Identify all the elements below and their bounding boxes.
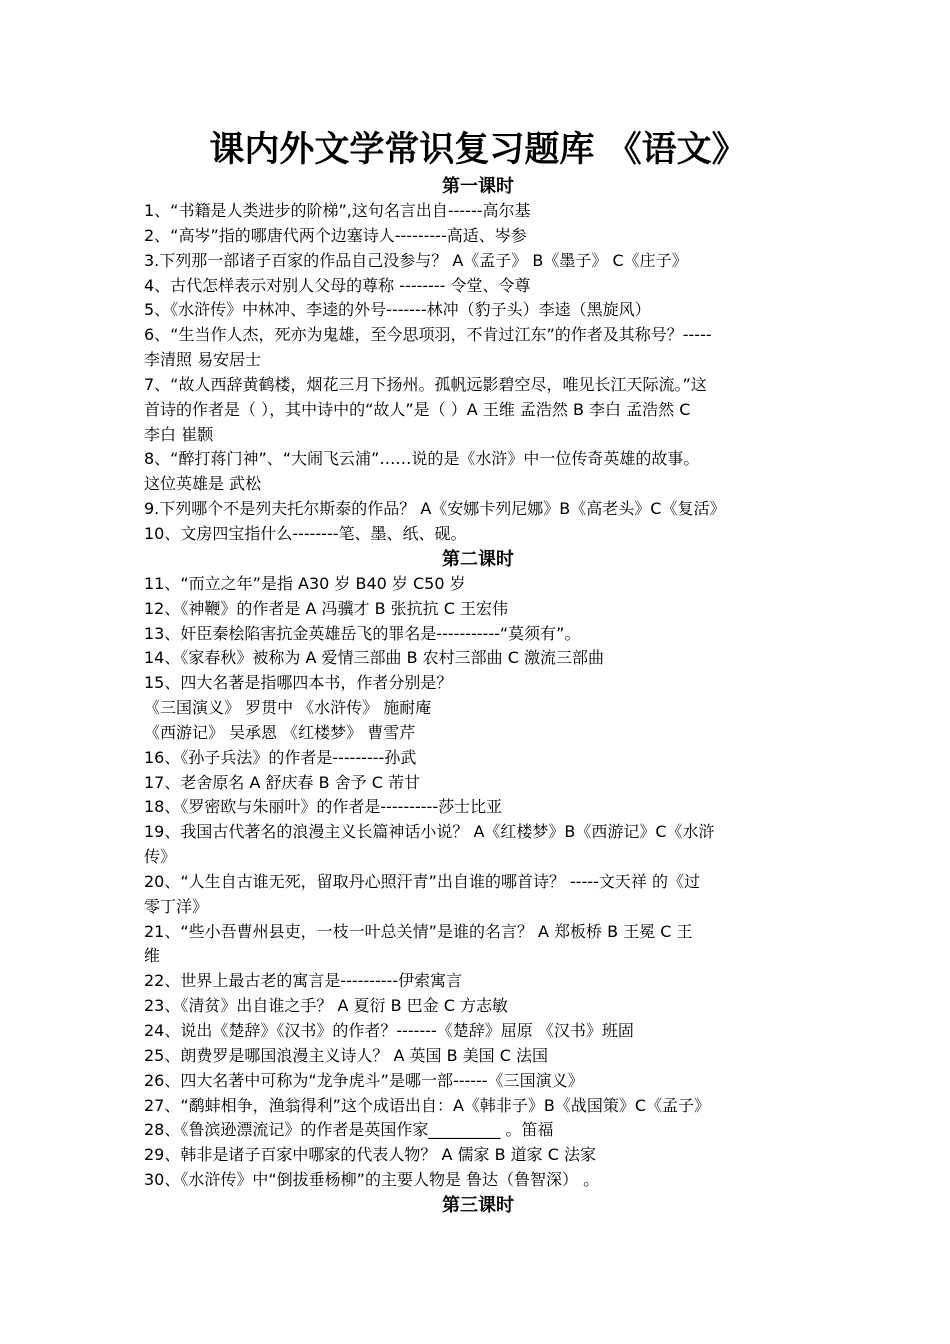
question-line: 李清照 易安居士 [144,350,262,370]
question-line: 10、文房四宝指什么--------笔、墨、纸、砚。 [144,523,467,543]
question-line: 首诗的作者是（ ），其中诗中的“故人”是（ ）A 王维 孟浩然 B 李白 孟浩然 C [144,399,691,419]
question-line: 传》 [144,847,177,867]
question-line: 3.下列那一部诸子百家的作品自己没参与？ A《孟子》 B《墨子》 C《庄子》 [144,250,688,270]
question-line: 7、“故人西辞黄鹤楼，烟花三月下扬州。孤帆远影碧空尽，唯见长江天际流。”这 [144,374,707,394]
section-1 [144,174,812,547]
question-line: 李白 崔颢 [144,424,214,444]
question-line: 20、“人生自古谁无死，留取丹心照汗青”出自谁的哪首诗？ -----文天祥 的《过 [144,871,700,891]
question-line: 零丁洋》 [144,896,209,916]
section-heading: 第三课时 [442,1194,514,1216]
question-line: 23、《清贫》出自谁之手？ A 夏衍 B 巴金 C 方志敏 [144,996,508,1016]
document-title: 课内外文学常识复习题库 《语文》 [209,129,747,170]
question-line: 26、四大名著中可称为“龙争虎斗”是哪一部------《三国演义》 [144,1070,584,1090]
question-line: 14、《家春秋》被称为 A 爱情三部曲 B 农村三部曲 C 激流三部曲 [144,648,604,668]
question-line: 27、“鹬蚌相争，渔翁得利”这个成语出自：A《韩非子》B《战国策》C《孟子》 [144,1095,711,1115]
section-heading: 第二课时 [442,548,514,570]
section-2 [144,547,812,1193]
question-line: 12、《神鞭》的作者是 A 冯骥才 B 张抗抗 C 王宏伟 [144,598,508,618]
question-line: 25、朗费罗是哪国浪漫主义诗人？ A 英国 B 美国 C 法国 [144,1045,548,1065]
question-line: 4、古代怎样表示对别人父母的尊称 -------- 令堂、令尊 [144,275,531,295]
question-line: 17、老舍原名 A 舒庆春 B 舍予 C 芾甘 [144,772,420,792]
question-line: 16、《孙子兵法》的作者是---------孙武 [144,747,417,767]
question-line: 13、奸臣秦桧陷害抗金英雄岳飞的罪名是-----------“莫须有”。 [144,623,581,643]
question-line: 8、“醉打蒋门神”、“大闹飞云浦”……说的是《水浒》中一位传奇英雄的故事。 [144,449,700,469]
question-line: 15、四大名著是指哪四本书，作者分别是？ [144,673,453,693]
question-line: 19、我国古代著名的浪漫主义长篇神话小说？ A《红楼梦》B《西游记》C《水浒 [144,822,715,842]
question-line: 9.下列哪个不是列夫托尔斯泰的作品？ A《安娜卡列尼娜》B《高老头》C《复活》 [144,499,726,519]
question-line: 28、《鲁滨逊漂流记》的作者是英国作家_________ 。笛福 [144,1120,554,1140]
question-line: 24、说出《楚辞》《汉书》的作者？-------《楚辞》屈原 《汉书》班固 [144,1021,634,1040]
question-line: 《西游记》 吴承恩 《红楼梦》 曹雪芹 [144,722,416,742]
document-page [144,126,812,1218]
question-line: 这位英雄是 武松 [144,474,262,494]
question-line: 29、韩非是诸子百家中哪家的代表人物？ A 儒家 B 道家 C 法家 [144,1145,596,1165]
question-line: 2、“高岑”指的哪唐代两个边塞诗人---------高适、岑参 [144,225,527,245]
question-line: 维 [144,946,161,966]
question-line: 6、“生当作人杰，死亦为鬼雄，至今思项羽，不肯过江东”的作者及其称号？----- [144,325,712,345]
question-line: 30、《水浒传》中“倒拔垂杨柳”的主要人物是 鲁达（鲁智深） 。 [144,1170,600,1190]
question-line: 《三国演义》 罗贯中 《水浒传》 施耐庵 [144,698,432,718]
question-line: 5、《水浒传》中林冲、李逵的外号-------林冲（豹子头）李逵（黑旋风） [144,300,651,320]
question-line: 11、“而立之年”是指 A30 岁 B40 岁 C50 岁 [144,573,466,593]
question-line: 21、“些小吾曹州县吏，一枝一叶总关情”是谁的名言？ A 郑板桥 B 王冕 C 王 [144,921,693,941]
section-heading: 第一课时 [442,176,514,197]
question-line: 1、“书籍是人类进步的阶梯”,这句名言出自------高尔基 [144,201,531,220]
question-line: 22、世界上最古老的寓言是----------伊索寓言 [144,971,463,991]
section-3 [144,1193,812,1218]
question-line: 18、《罗密欧与朱丽叶》的作者是----------莎士比亚 [144,797,503,817]
